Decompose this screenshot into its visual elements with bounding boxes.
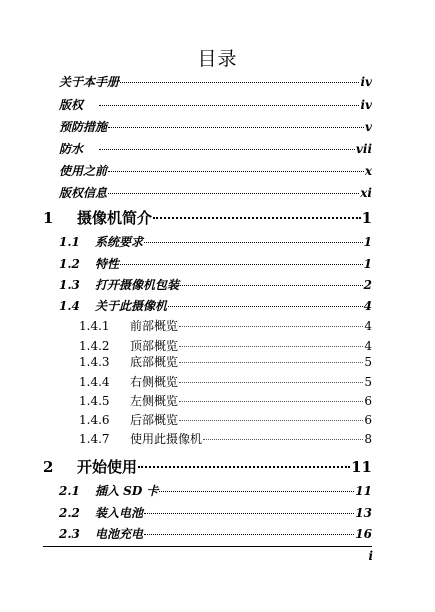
footer-rule bbox=[43, 546, 372, 547]
dot-leader bbox=[179, 346, 363, 347]
dot-leader bbox=[144, 513, 354, 514]
footer-page-number: i bbox=[368, 549, 373, 563]
chapter-title: 摄像机简介 bbox=[77, 209, 153, 227]
dot-leader bbox=[99, 105, 359, 106]
section-page: 13 bbox=[355, 506, 372, 520]
toc-subsection-1-4-1[interactable] bbox=[79, 317, 372, 334]
dot-leader bbox=[108, 193, 359, 194]
toc-entry-before-use[interactable] bbox=[59, 162, 372, 179]
section-page: 1 bbox=[363, 235, 372, 249]
subsection-page: 4 bbox=[364, 339, 372, 353]
toc-entry-about-manual[interactable] bbox=[59, 73, 372, 90]
subsection-title: 底部概览 bbox=[130, 355, 179, 369]
toc-entry-title: 防水 bbox=[59, 142, 84, 156]
toc-section-2-1[interactable] bbox=[59, 482, 372, 499]
toc-entry-page: vii bbox=[355, 142, 372, 156]
toc-chapter-2[interactable] bbox=[43, 456, 372, 477]
toc-entry-page: x bbox=[364, 164, 372, 178]
dot-leader bbox=[120, 264, 363, 265]
section-number: 2.1 bbox=[59, 484, 80, 498]
subsection-number: 1.4.2 bbox=[79, 339, 110, 353]
dot-leader bbox=[179, 326, 363, 327]
toc-subsection-1-4-7[interactable] bbox=[79, 430, 372, 447]
toc-entry-title: 预防措施 bbox=[59, 120, 108, 134]
section-title: 打开摄像机包装 bbox=[95, 278, 180, 292]
toc-section-1-3[interactable] bbox=[59, 276, 372, 293]
toc-entry-page: v bbox=[365, 120, 372, 134]
section-page: 1 bbox=[363, 257, 372, 271]
section-page: 2 bbox=[363, 278, 372, 292]
section-title: 插入 SD 卡 bbox=[95, 484, 159, 498]
toc-subsection-1-4-4[interactable] bbox=[79, 373, 372, 390]
subsection-title: 左侧概览 bbox=[130, 394, 179, 408]
toc-entry-copyright[interactable] bbox=[59, 96, 372, 113]
dot-leader bbox=[203, 439, 363, 440]
toc-entry-title: 版权 bbox=[59, 98, 84, 112]
dot-leader bbox=[179, 382, 363, 383]
toc-section-1-2[interactable] bbox=[59, 255, 372, 272]
subsection-number: 1.4.4 bbox=[79, 375, 110, 389]
chapter-title: 开始使用 bbox=[77, 458, 138, 476]
subsection-number: 1.4.6 bbox=[79, 413, 110, 427]
subsection-title: 使用此摄像机 bbox=[130, 432, 203, 446]
toc-subsection-1-4-6[interactable] bbox=[79, 411, 372, 428]
dot-leader bbox=[179, 401, 363, 402]
subsection-number: 1.4.7 bbox=[79, 432, 110, 446]
subsection-page: 6 bbox=[364, 394, 372, 408]
section-number: 2.2 bbox=[59, 506, 80, 520]
section-title: 装入电池 bbox=[95, 506, 144, 520]
section-number: 1.3 bbox=[59, 278, 80, 292]
dot-leader bbox=[168, 306, 363, 307]
toc-section-1-4[interactable] bbox=[59, 297, 372, 314]
chapter-number: 2 bbox=[43, 458, 54, 476]
section-title: 关于此摄像机 bbox=[95, 299, 168, 313]
subsection-page: 4 bbox=[364, 319, 372, 333]
subsection-number: 1.4.5 bbox=[79, 394, 110, 408]
toc-entry-waterproof[interactable] bbox=[59, 140, 372, 157]
subsection-page: 5 bbox=[364, 375, 372, 389]
chapter-number: 1 bbox=[43, 209, 54, 227]
toc-entry-title: 关于本手册 bbox=[59, 75, 120, 89]
toc-subsection-1-4-3[interactable] bbox=[79, 353, 372, 370]
subsection-title: 前部概览 bbox=[130, 319, 179, 333]
toc-section-2-2[interactable] bbox=[59, 504, 372, 521]
toc-entry-title: 版权信息 bbox=[59, 186, 108, 200]
section-number: 1.4 bbox=[59, 299, 80, 313]
subsection-page: 5 bbox=[364, 355, 372, 369]
toc-chapter-1[interactable] bbox=[43, 207, 372, 228]
toc-entry-copyright-info[interactable] bbox=[59, 184, 372, 201]
subsection-number: 1.4.1 bbox=[79, 319, 110, 333]
dot-leader bbox=[153, 217, 361, 219]
subsection-title: 顶部概览 bbox=[130, 339, 179, 353]
dot-leader bbox=[108, 171, 364, 172]
dot-leader bbox=[159, 491, 354, 492]
dot-leader bbox=[120, 82, 359, 83]
toc-entry-page: iv bbox=[360, 75, 372, 89]
toc-entry-title: 使用之前 bbox=[59, 164, 108, 178]
dot-leader bbox=[179, 420, 363, 421]
dot-leader bbox=[108, 127, 364, 128]
section-title: 系统要求 bbox=[95, 235, 144, 249]
section-number: 1.1 bbox=[59, 235, 80, 249]
section-page: 16 bbox=[355, 527, 372, 541]
page-title: 目录 bbox=[197, 48, 238, 70]
subsection-number: 1.4.3 bbox=[79, 355, 110, 369]
dot-leader bbox=[144, 242, 363, 243]
chapter-page: 11 bbox=[351, 458, 372, 476]
toc-entry-page: iv bbox=[360, 98, 372, 112]
dot-leader bbox=[99, 149, 355, 150]
toc-entry-precautions[interactable] bbox=[59, 118, 372, 135]
section-page: 4 bbox=[363, 299, 372, 313]
section-page: 11 bbox=[355, 484, 372, 498]
section-title: 特性 bbox=[95, 257, 120, 271]
toc-section-2-3[interactable] bbox=[59, 525, 372, 542]
dot-leader bbox=[180, 285, 363, 286]
subsection-page: 6 bbox=[364, 413, 372, 427]
toc-subsection-1-4-2[interactable] bbox=[79, 337, 372, 354]
subsection-title: 后部概览 bbox=[130, 413, 179, 427]
section-number: 1.2 bbox=[59, 257, 80, 271]
dot-leader bbox=[144, 534, 354, 535]
toc-section-1-1[interactable] bbox=[59, 233, 372, 250]
section-title: 电池充电 bbox=[95, 527, 144, 541]
dot-leader bbox=[179, 362, 363, 363]
chapter-page: 1 bbox=[361, 209, 372, 227]
toc-subsection-1-4-5[interactable] bbox=[79, 392, 372, 409]
dot-leader bbox=[138, 466, 350, 468]
section-number: 2.3 bbox=[59, 527, 80, 541]
subsection-page: 8 bbox=[364, 432, 372, 446]
subsection-title: 右侧概览 bbox=[130, 375, 179, 389]
toc-entry-page: xi bbox=[360, 186, 372, 200]
